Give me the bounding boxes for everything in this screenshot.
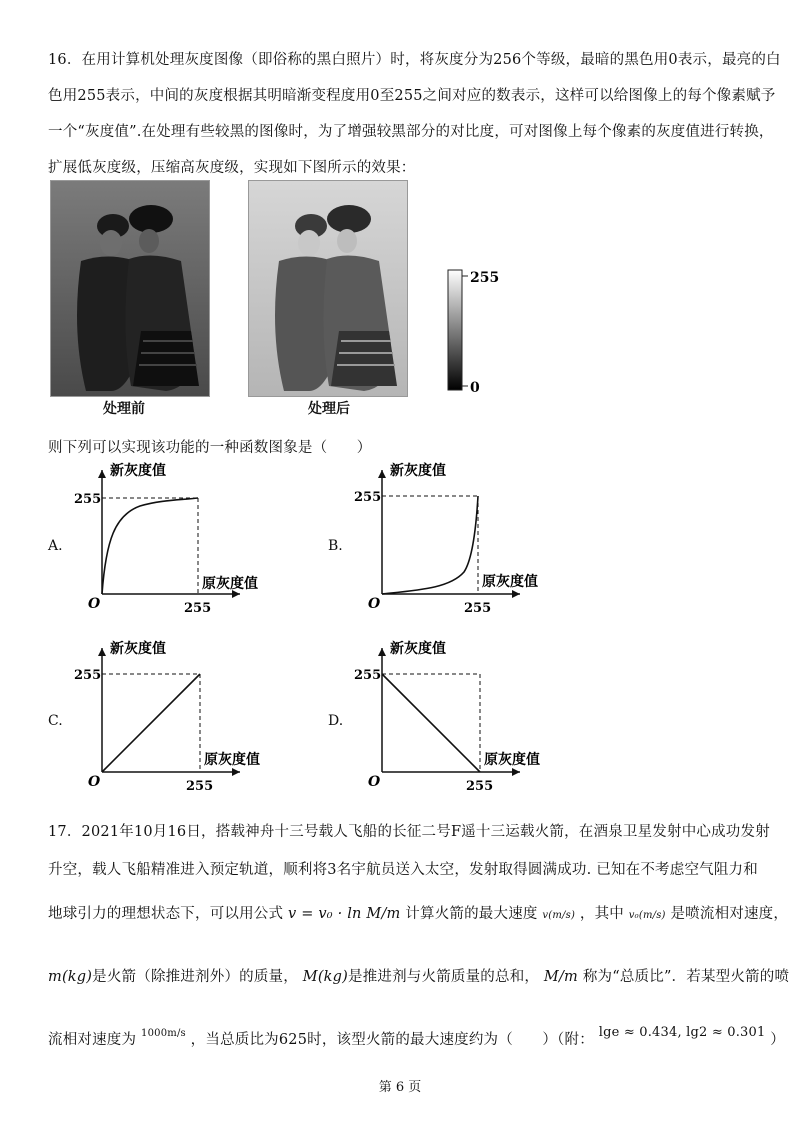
mass-total: M(kg)	[302, 969, 348, 985]
rocket-formula: v = v₀ · ln M/m	[288, 906, 401, 922]
option-c-letter[interactable]: C.	[48, 713, 63, 729]
q17-line-3b: 计算火箭的最大速度	[405, 906, 538, 922]
q17-line-4d: 是推进剂与火箭质量的总和，	[348, 969, 540, 985]
option-b-letter[interactable]: B.	[328, 538, 343, 554]
page-footer: 第 6 页	[378, 1080, 422, 1095]
mass-m: m(kg)	[48, 969, 93, 985]
q17-line-2: 升空，载人飞船精准进入预定轨道，顺利将3名宇航员送入太空，发射取得圆满成功. 已知在不考虑空气阻力和	[48, 862, 758, 878]
q17-line-3	[48, 902, 788, 923]
graph-option-d[interactable]	[354, 638, 570, 798]
v0-unit: v₀(m/s)	[628, 910, 666, 921]
graph-c-y-tick: 255	[74, 668, 102, 683]
scale-label-min: 0	[470, 380, 480, 396]
mass-ratio: M/m	[543, 969, 579, 985]
graph-option-b[interactable]	[354, 460, 570, 620]
q16-line-3: 一个“灰度值”.在处理有些较黑的图像时，为了增强较黑部分的对比度，可对图像上每个像素的灰度值进行转换，	[48, 124, 774, 140]
graph-c-x-tick: 255	[186, 779, 214, 794]
graph-option-a[interactable]	[74, 460, 290, 620]
graph-b-origin: O	[368, 596, 381, 612]
q17-line-4e: 称为“总质比”．若某型火箭的喷	[582, 969, 790, 985]
caption-after: 处理后	[308, 401, 350, 417]
graph-d-x-label: 原灰度值	[484, 752, 540, 768]
q17-line-3d: 是喷流相对速度，	[670, 906, 789, 922]
q17-line-4	[48, 965, 789, 986]
graph-d-origin: O	[368, 774, 381, 790]
graph-a-y-label: 新灰度值	[110, 463, 166, 479]
graph-a-x-tick: 255	[184, 601, 212, 616]
q16-line-4: 扩展低灰度级，压缩高灰度级，实现如下图所示的效果：	[48, 160, 416, 176]
q16-question: 则下列可以实现该功能的一种函数图象是（ ）	[48, 440, 372, 456]
graph-a-x-label: 原灰度值	[202, 576, 258, 592]
line-d	[382, 674, 480, 772]
graph-b-y-tick: 255	[354, 490, 382, 505]
v-unit: v(m/s)	[542, 910, 576, 921]
graph-d-y-tick: 255	[354, 668, 382, 683]
q17-line-5	[48, 1025, 785, 1049]
caption-before: 处理前	[103, 401, 145, 417]
photo-after	[248, 180, 408, 397]
option-a-letter[interactable]: A.	[48, 538, 63, 554]
graph-d-y-label: 新灰度值	[390, 641, 446, 657]
q16-line-2: 色用255表示，中间的灰度根据其明暗渐变程度用0至255之间对应的数表示，这样可以给图像上的每个像素赋予	[48, 88, 776, 104]
graph-d-x-tick: 255	[466, 779, 494, 794]
graph-c-x-label: 原灰度值	[204, 752, 260, 768]
q17-line-3a: 地球引力的理想状态下，可以用公式	[48, 906, 284, 922]
graph-b-x-tick: 255	[464, 601, 492, 616]
graph-b-y-label: 新灰度值	[390, 463, 446, 479]
graph-b-x-label: 原灰度值	[482, 574, 538, 590]
grayscale-bar	[444, 268, 524, 398]
option-d-letter[interactable]: D.	[328, 713, 344, 729]
q16-line-1: 16．在用计算机处理灰度图像（即俗称的黑白照片）时，将灰度分为256个等级，最暗的黑色用0表示，最亮的白	[48, 52, 781, 68]
q17-line-5b: ，当总质比为625时，该型火箭的最大速度约为（ ）（附：	[190, 1032, 594, 1048]
curve-b	[382, 496, 478, 594]
graph-option-c[interactable]	[74, 638, 290, 798]
q17-line-1: 17．2021年10月16日，搭载神舟十三号载人飞船的长征二号F遥十三运载火箭，在酒泉卫星发射中心成功发射	[48, 824, 770, 840]
speed-value: 1000m/s	[141, 1028, 186, 1039]
scale-label-max: 255	[470, 270, 500, 286]
log-hint: lge ≈ 0.434, lg2 ≈ 0.301	[598, 1025, 766, 1040]
line-c	[102, 674, 200, 772]
q17-line-3c: ，其中	[579, 906, 624, 922]
photo-before	[50, 180, 210, 397]
q17-line-5c: ）	[770, 1032, 785, 1048]
graph-a-y-tick: 255	[74, 492, 102, 507]
graph-a-origin: O	[88, 596, 101, 612]
graph-c-y-label: 新灰度值	[110, 641, 166, 657]
curve-a	[102, 498, 198, 594]
graph-c-origin: O	[88, 774, 101, 790]
q17-line-4b: 是火箭（除推进剂外）的质量，	[92, 969, 298, 985]
q17-line-5a: 流相对速度为	[48, 1032, 137, 1048]
